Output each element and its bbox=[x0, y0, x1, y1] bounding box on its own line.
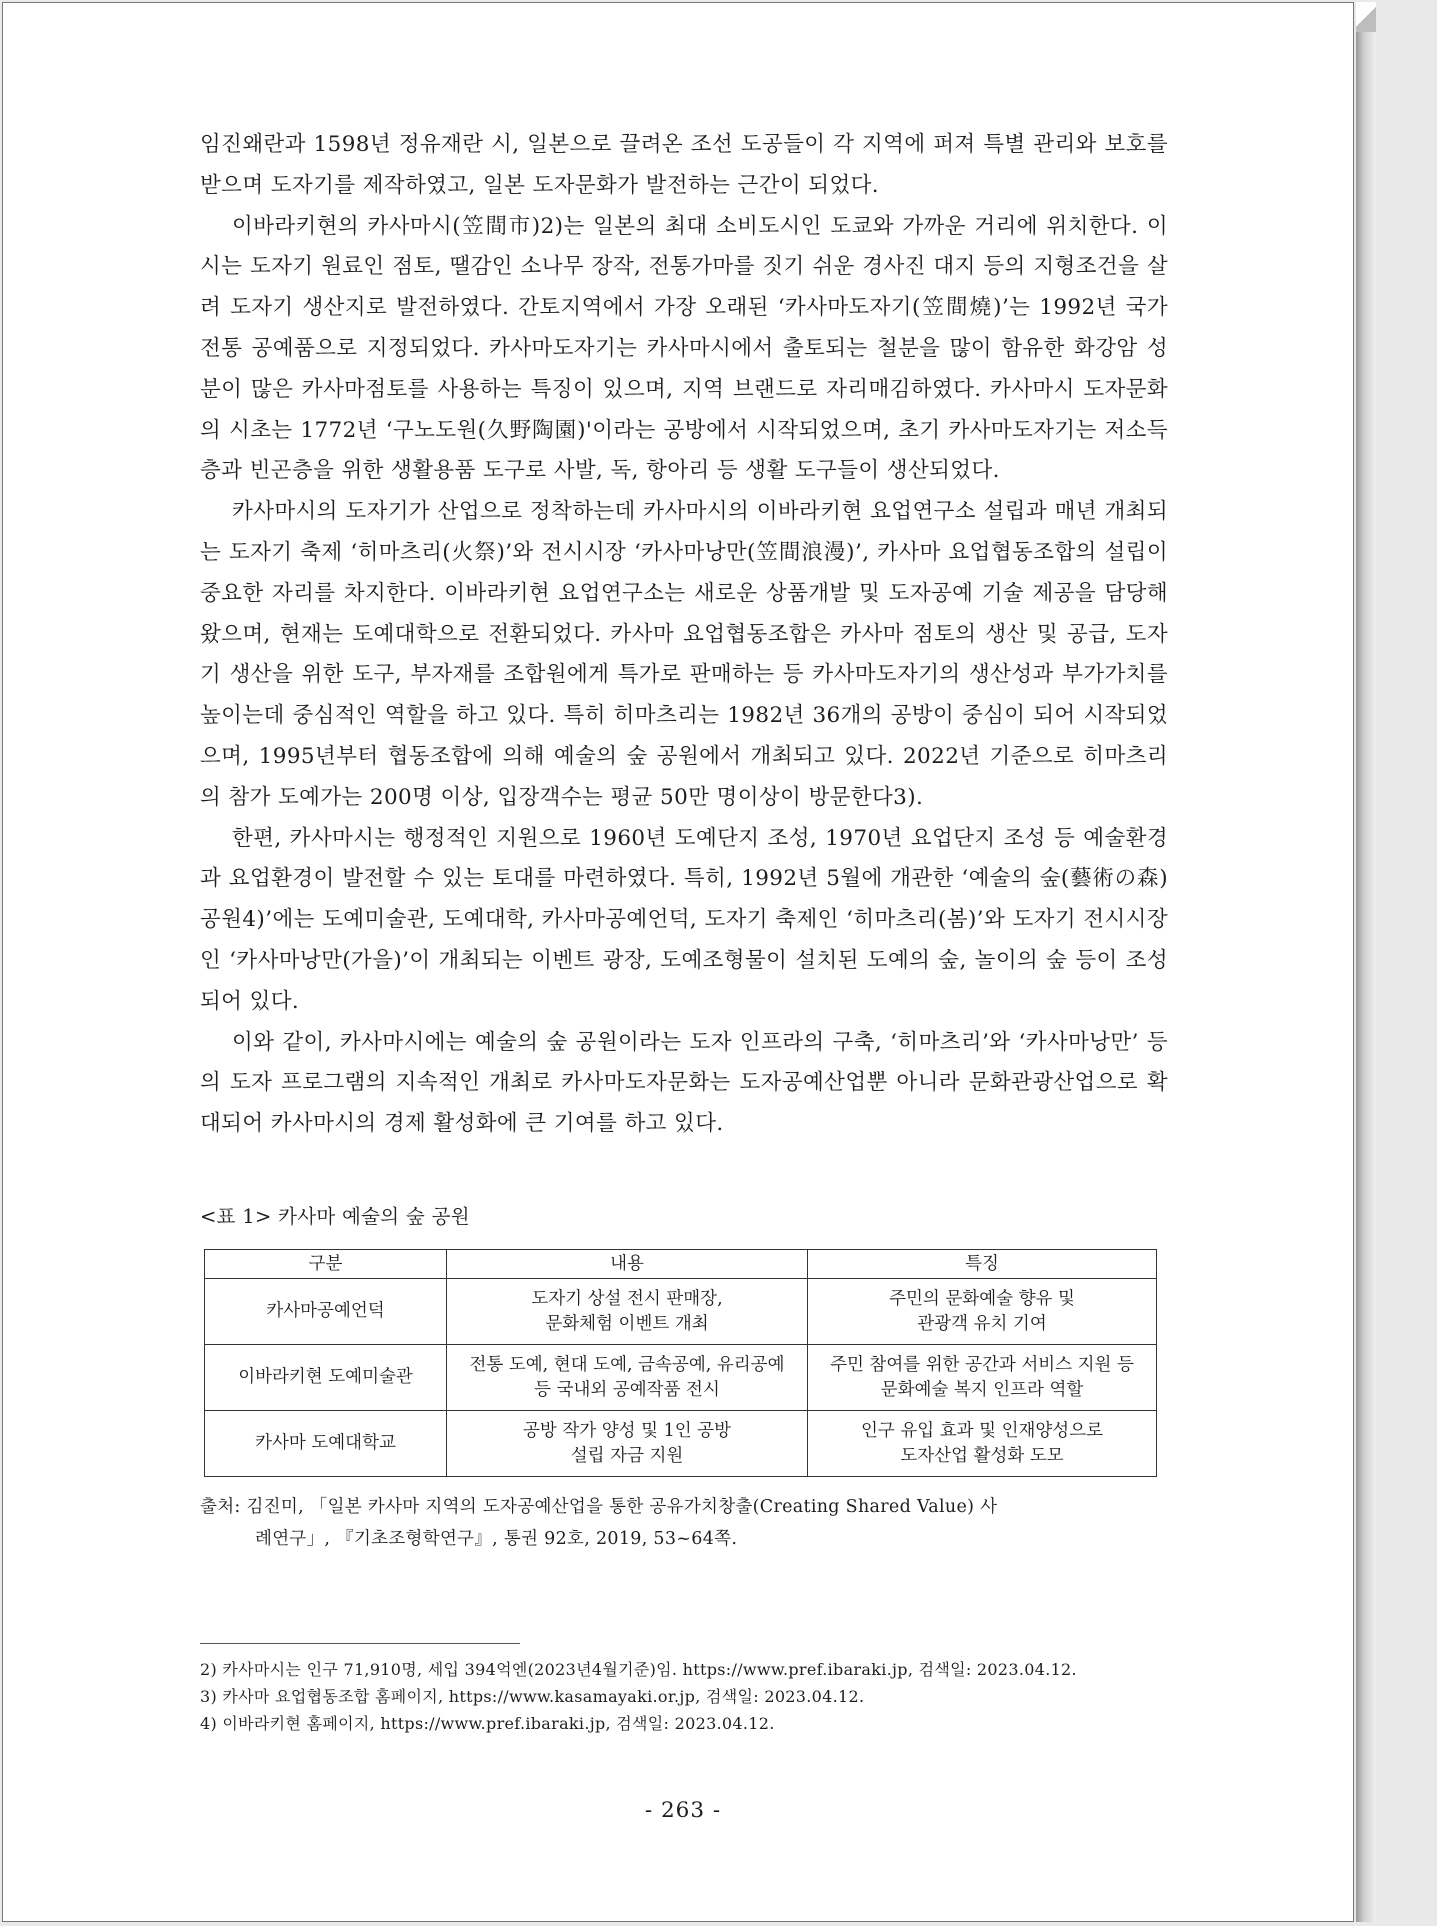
table-cell-line: 도자산업 활성화 도모 bbox=[900, 1445, 1064, 1466]
paragraph-5: 이와 같이, 카사마시에는 예술의 숲 공원이라는 도자 인프라의 구축, ‘히마츠리’와 ‘카사마낭만’ 등의 도자 프로그램의 지속적인 개최로 카사마도자문화는 도자공예산업뿐 아니라 문화관광산업으로 확대되어 카사마시의 경제 활성화에 큰 기여를 하고 있다. bbox=[200, 1029, 1168, 1137]
data-table bbox=[204, 1249, 1157, 1477]
table-header-row bbox=[205, 1250, 1157, 1279]
table-cell-line: 관광객 유치 기여 bbox=[917, 1313, 1047, 1334]
paragraph-3: 카사마시의 도자기가 산업으로 정착하는데 카사마시의 이바라키현 요업연구소 설립과 매년 개최되는 도자기 축제 ‘히마츠리(火祭)’와 전시시장 ‘카사마낭만(笠間浪漫)’, 카사마 요업협동조합의 설립이 중요한 자리를 차지한다. 이바라키현 요업연구소는 새로운 상품개발 및 도자공예 기술 제공을 담당해 왔으며, 현재는 도예대학으로 전환되었다. 카사마 요업협동조합은 카사마 점토의 생산 및 공급, 도자기 생산을 위한 도구, 부자재를 조합원에게 특가로 판매하는 등 카사마도자기의 생산성과 부가가치를 높이는데 중심적인 역할을 하고 있다. 특히 히마츠리는 1982년 36개의 공방이 중심이 되어 시작되었으며, 1995년부터 협동조합에 의해 예술의 숲 공원에서 개최되고 있다. 2022년 기준으로 히마츠리의 참가 도예가는 200명 이상, 입장객수는 평균 50만 명이상이 방문한다3). bbox=[200, 499, 1168, 810]
paragraph-1: 임진왜란과 1598년 정유재란 시, 일본으로 끌려온 조선 도공들이 각 지역에 퍼져 특별 관리와 보호를 받으며 도자기를 제작하였고, 일본 도자문화가 발전하는 근간이 되었다. bbox=[200, 132, 1168, 198]
table-cell-line: 도자기 상설 전시 판매장, bbox=[531, 1288, 723, 1309]
page-number: - 263 - bbox=[644, 1798, 722, 1823]
footnote: 3) 카사마 요업협동조합 홈페이지, https://www.kasamayaki.or.jp, 검색일: 2023.04.12. bbox=[200, 1687, 865, 1706]
table-header-feature: 특징 bbox=[808, 1250, 1157, 1279]
table-cell-name: 이바라키현 도예미술관 bbox=[205, 1345, 447, 1411]
source-line: 출처: 김진미, 「일본 카사마 지역의 도자공예산업을 통한 공유가치창출(Creating Shared Value) 사 bbox=[200, 1497, 998, 1517]
document-page bbox=[2, 2, 1354, 1922]
page-stack-edge bbox=[1356, 2, 1376, 1922]
page-curl-corner bbox=[1356, 2, 1376, 32]
table-cell-line: 전통 도예, 현대 도예, 금속공예, 유리공예 bbox=[469, 1354, 785, 1375]
source-line: 례연구」, 『기초조형학연구』, 통권 92호, 2019, 53~64쪽. bbox=[255, 1529, 738, 1549]
table-caption: <표 1> 카사마 예술의 숲 공원 bbox=[200, 1205, 470, 1228]
table-cell-content bbox=[447, 1411, 808, 1477]
table-row bbox=[205, 1411, 1157, 1477]
body-text bbox=[200, 125, 1168, 1145]
footnotes bbox=[200, 1656, 1077, 1737]
table-cell-feature bbox=[808, 1279, 1157, 1345]
table-header-category: 구분 bbox=[205, 1250, 447, 1279]
table-cell-line: 주민의 문화예술 향유 및 bbox=[889, 1288, 1075, 1309]
table-cell-line: 공방 작가 양성 및 1인 공방 bbox=[523, 1420, 731, 1441]
paragraph-2: 이바라키현의 카사마시(笠間市)2)는 일본의 최대 소비도시인 도쿄와 가까운 거리에 위치한다. 이 시는 도자기 원료인 점토, 땔감인 소나무 장작, 전통가마를 짓기 쉬운 경사진 대지 등의 지형조건을 살려 도자기 생산지로 발전하였다. 간토지역에서 가장 오래된 ‘카사마도자기(笠間燒)’는 1992년 국가 전통 공예품으로 지정되었다. 카사마도자기는 카사마시에서 출토되는 철분을 많이 함유한 화강암 성분이 많은 카사마점토를 사용하는 특징이 있으며, 지역 브랜드로 자리매김하였다. 카사마시 도자문화의 시초는 1772년 ‘구노도원(久野陶園)'이라는 공방에서 시작되었으며, 초기 카사마도자기는 저소득층과 빈곤층을 위한 생활용품 도구로 사발, 독, 항아리 등 생활 도구들이 생산되었다. bbox=[200, 213, 1168, 484]
table-cell-name: 카사마 도예대학교 bbox=[205, 1411, 447, 1477]
table-cell-line: 등 국내외 공예작품 전시 bbox=[534, 1379, 720, 1400]
table-cell-line: 설립 자금 지원 bbox=[570, 1445, 684, 1466]
table-cell-line: 인구 유입 효과 및 인재양성으로 bbox=[860, 1420, 1103, 1441]
footnote: 2) 카사마시는 인구 71,910명, 세입 394억엔(2023년4월기준)임. https://www.pref.ibaraki.jp, 검색일: 2023.04.12. bbox=[200, 1660, 1077, 1679]
table-cell-content bbox=[447, 1279, 808, 1345]
footnote: 4) 이바라키현 홈페이지, https://www.pref.ibaraki.jp, 검색일: 2023.04.12. bbox=[200, 1714, 775, 1733]
table-cell-feature bbox=[808, 1411, 1157, 1477]
table-cell-name: 카사마공예언덕 bbox=[205, 1279, 447, 1345]
table-cell-line: 주민 참여를 위한 공간과 서비스 지원 등 bbox=[830, 1354, 1134, 1375]
table-cell-line: 문화체험 이벤트 개최 bbox=[545, 1313, 709, 1334]
table-header-content: 내용 bbox=[447, 1250, 808, 1279]
table-row bbox=[205, 1279, 1157, 1345]
table-row bbox=[205, 1345, 1157, 1411]
table-cell-line: 문화예술 복지 인프라 역할 bbox=[880, 1379, 1084, 1400]
table-cell-content bbox=[447, 1345, 808, 1411]
table-cell-feature bbox=[808, 1345, 1157, 1411]
table-source bbox=[200, 1491, 1168, 1555]
footnote-divider bbox=[200, 1643, 520, 1644]
paragraph-4: 한편, 카사마시는 행정적인 지원으로 1960년 도예단지 조성, 1970년 요업단지 조성 등 예술환경과 요업환경이 발전할 수 있는 토대를 마련하였다. 특히, 1992년 5월에 개관한 ‘예술의 숲(藝術の森) 공원4)’에는 도예미술관, 도예대학, 카사마공예언덕, 도자기 축제인 ‘히마츠리(봄)’와 도자기 전시시장인 ‘카사마낭만(가을)’이 개최되는 이벤트 광장, 도예조형물이 설치된 도예의 숲, 놀이의 숲 등이 조성되어 있다. bbox=[200, 825, 1168, 1014]
